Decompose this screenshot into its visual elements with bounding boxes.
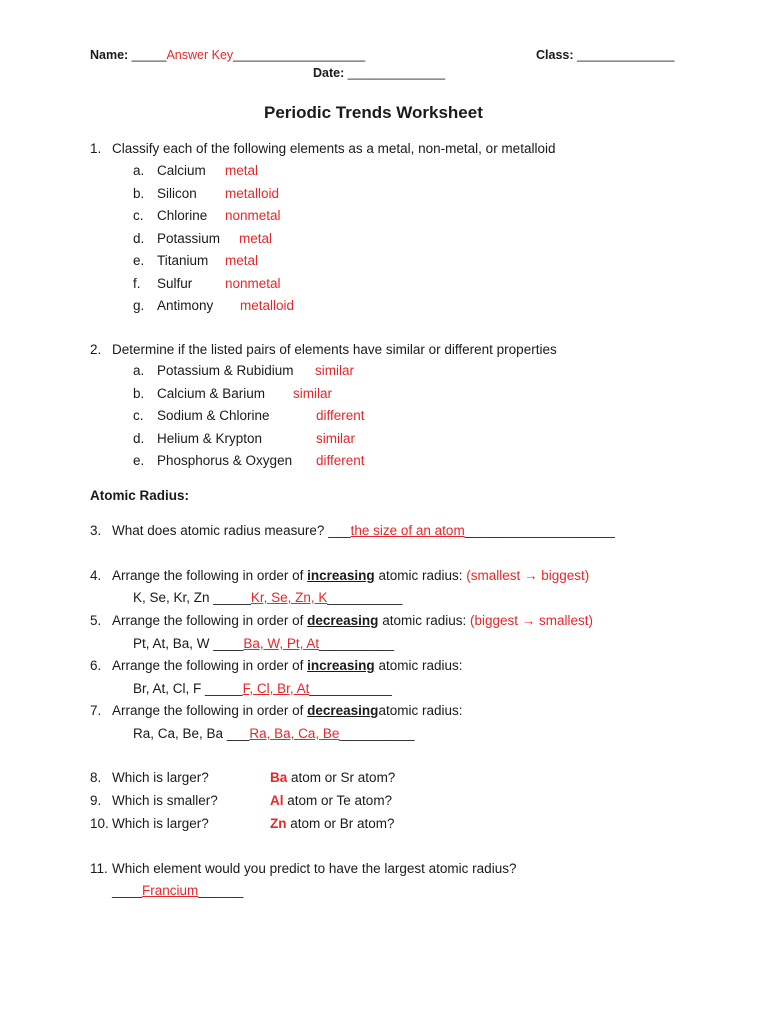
q6-number: 6. xyxy=(90,658,102,673)
q11-answer: Francium xyxy=(142,883,199,898)
section-heading-atomic-radius: Atomic Radius: xyxy=(90,488,190,503)
q2-item-answer: similar xyxy=(315,363,354,378)
page-title: Periodic Trends Worksheet xyxy=(264,103,483,122)
q1-item-letter: a. xyxy=(133,163,145,178)
q4-keyword: increasing xyxy=(307,568,375,583)
q4-prompt: Arrange the following in order of increasing atomic radius: (smallest → biggest) xyxy=(112,568,590,583)
q1-item-answer: metal xyxy=(225,253,259,268)
q11-answer-line: ____Francium______ xyxy=(112,883,244,898)
q1-item-element: Silicon xyxy=(157,185,197,201)
q7-prompt: Arrange the following in order of decreasingatomic radius: xyxy=(112,703,463,718)
q1-item-element: Antimony xyxy=(157,298,214,313)
q10-prompt: Which is larger? xyxy=(112,816,209,831)
q6-answer: F, Cl, Br, At xyxy=(242,681,310,696)
name-value: Answer Key xyxy=(166,48,234,62)
q1-item-element: Calcium xyxy=(157,163,206,178)
q2-number: 2. xyxy=(90,342,102,357)
q4-answer: Kr, Se, Zn, K xyxy=(250,590,328,605)
q4-number: 4. xyxy=(90,568,102,583)
q10-line: Zn atom or Br atom? xyxy=(270,816,395,831)
q8-prompt: Which is larger? xyxy=(112,770,209,785)
q2-item-letter: e. xyxy=(133,453,145,468)
q1-item-letter: d. xyxy=(133,230,145,246)
q1-number: 1. xyxy=(90,141,102,156)
q7-number: 7. xyxy=(90,703,102,718)
q1-item-answer: nonmetal xyxy=(225,208,281,223)
q2-item-letter: b. xyxy=(133,385,145,401)
q5-number: 5. xyxy=(90,613,102,628)
q4-answer-line: K, Se, Kr, Zn _____Kr, Se, Zn, K__________ xyxy=(133,590,403,605)
q5-keyword: decreasing xyxy=(307,613,379,628)
q7-list: Ra, Ca, Be, Ba ___ xyxy=(133,726,250,741)
q2-item-letter: d. xyxy=(133,430,145,446)
q9-number: 9. xyxy=(90,793,102,808)
q1-item-answer: metalloid xyxy=(240,298,295,313)
q5-hint: (biggest → smallest) xyxy=(470,613,594,628)
q9-answer: Al xyxy=(270,793,284,808)
q1-prompt: Classify each of the following elements as a metal, non-metal, or metalloid xyxy=(112,141,556,156)
q3-answer: the size of an atom xyxy=(350,523,465,538)
q5-answer: Ba, W, Pt, At xyxy=(243,636,320,651)
q1-item-letter: e. xyxy=(133,253,145,268)
q1-item-letter: c. xyxy=(133,208,144,223)
q5-answer-line: Pt, At, Ba, W ____Ba, W, Pt, At__________ xyxy=(133,636,395,651)
q1-item-element: Chlorine xyxy=(157,208,208,223)
q2-item-answer: similar xyxy=(316,430,355,446)
q1-item-element: Titanium xyxy=(157,253,209,268)
q7-keyword: decreasing xyxy=(307,703,379,718)
q1-item-answer: metal xyxy=(239,230,273,246)
q10-answer: Zn xyxy=(270,816,287,831)
q8-line: Ba atom or Sr atom? xyxy=(270,770,396,785)
class-label: Class: xyxy=(536,48,574,62)
q4-hint: (smallest → biggest) xyxy=(466,568,590,583)
q5-list: Pt, At, Ba, W ____ xyxy=(133,636,244,651)
q11-prompt: Which element would you predict to have the largest atomic radius? xyxy=(112,861,517,876)
q3-line: What does atomic radius measure? ___the size of an atom____________________ xyxy=(112,523,615,538)
q2-item-pair: Sodium & Chlorine xyxy=(157,408,270,423)
q8-answer: Ba xyxy=(270,770,288,785)
q1-item-answer: metalloid xyxy=(225,185,280,201)
q2-item-pair: Potassium & Rubidium xyxy=(157,363,294,378)
q1-item-letter: g. xyxy=(133,298,145,313)
q8-number: 8. xyxy=(90,770,102,785)
date-label: Date: xyxy=(313,66,345,80)
q5-prompt: Arrange the following in order of decreasing atomic radius: (biggest → smallest) xyxy=(112,613,594,628)
q2-item-letter: a. xyxy=(133,363,145,378)
q2-item-answer: different xyxy=(316,453,365,468)
q2-item-letter: c. xyxy=(133,408,144,423)
q9-prompt: Which is smaller? xyxy=(112,793,218,808)
q2-prompt: Determine if the listed pairs of elements have similar or different properties xyxy=(112,342,557,357)
q6-answer-line: Br, At, Cl, F _____F, Cl, Br, At___________ xyxy=(133,681,392,696)
q1-item-element: Potassium xyxy=(157,230,221,246)
q1-item-letter: f. xyxy=(133,275,141,291)
date-field: Date: ______________ xyxy=(313,66,446,80)
q7-answer-line: Ra, Ca, Be, Ba ___Ra, Ba, Ca, Be__________ xyxy=(133,726,415,741)
q4-list: K, Se, Kr, Zn _____ xyxy=(133,590,251,605)
q2-item-answer: similar xyxy=(293,385,332,401)
q7-answer: Ra, Ba, Ca, Be xyxy=(249,726,340,741)
q3-prompt: What does atomic radius measure? ___ xyxy=(112,523,351,538)
q9-line: Al atom or Te atom? xyxy=(270,793,393,808)
name-field: Name: _____Answer Key___________________ xyxy=(90,48,366,62)
q1-item-answer: nonmetal xyxy=(225,275,281,291)
class-field: Class: ______________ xyxy=(536,48,675,62)
q1-item-element: Sulfur xyxy=(157,275,193,291)
q3-number: 3. xyxy=(90,523,102,538)
q2-item-pair: Phosphorus & Oxygen xyxy=(157,453,293,468)
q6-list: Br, At, Cl, F _____ xyxy=(133,681,243,696)
q1-item-letter: b. xyxy=(133,185,145,201)
q11-number: 11. xyxy=(90,861,108,876)
name-label: Name: xyxy=(90,48,129,62)
q2-item-answer: different xyxy=(316,408,365,423)
q10-number: 10. xyxy=(90,816,109,831)
q2-item-pair: Calcium & Barium xyxy=(157,385,266,401)
q1-item-answer: metal xyxy=(225,163,259,178)
q6-prompt: Arrange the following in order of increasing atomic radius: xyxy=(112,658,463,673)
q2-item-pair: Helium & Krypton xyxy=(157,430,263,446)
q6-keyword: increasing xyxy=(307,658,375,673)
